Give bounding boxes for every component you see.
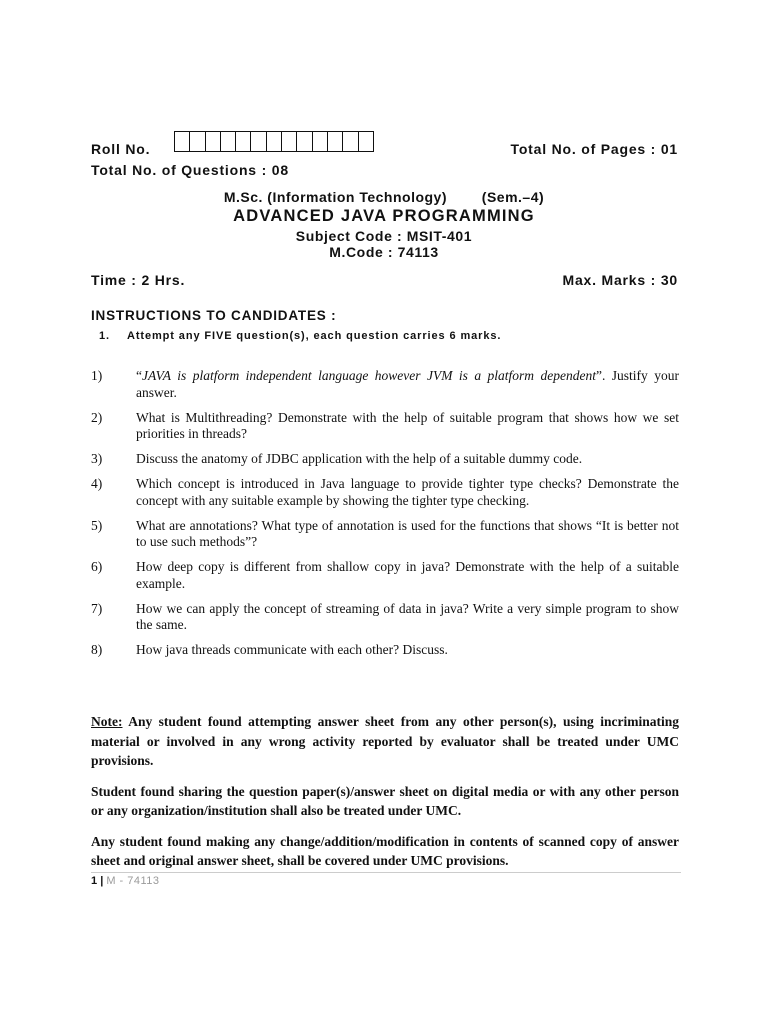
notes-section [91, 712, 679, 882]
m-code: M.Code : 74113 [329, 244, 439, 260]
roll-number-box[interactable] [206, 132, 221, 151]
total-questions: Total No. of Questions : 08 [91, 162, 289, 178]
roll-number-box[interactable] [236, 132, 251, 151]
max-marks: Max. Marks : 30 [562, 272, 678, 288]
question-item [91, 451, 679, 468]
roll-number-box[interactable] [221, 132, 236, 151]
program-line [0, 189, 768, 205]
semester: (Sem.–4) [481, 189, 545, 205]
question-item [91, 601, 679, 634]
questions-count-row [91, 162, 678, 178]
question-text: Discuss the anatomy of JDBC application with the help of a suitable dummy code. [136, 451, 583, 466]
question-text: Which concept is introduced in Java language to provide tighter type checks? Demonstrate the concept with any suitable example by showing the tighter type checking. [136, 476, 679, 508]
question-text: How deep copy is different from shallow copy in java? Demonstrate with the help of a suitable example. [136, 559, 679, 591]
roll-number-box[interactable] [190, 132, 205, 151]
question-text: What are annotations? What type of annotation is used for the functions that shows “It is better not to use such methods”? [136, 517, 679, 549]
footer-separator: | [100, 875, 104, 887]
roll-number-label: Roll No. [91, 141, 151, 157]
page-number: 1 [91, 875, 98, 887]
time-allowed: Time : 2 Hrs. [91, 272, 186, 288]
time-marks-row [91, 272, 678, 288]
question-number: 2) [91, 409, 103, 425]
note-label: Note: [91, 714, 123, 729]
instructions-heading: INSTRUCTIONS TO CANDIDATES : [91, 308, 337, 323]
question-list [91, 368, 679, 667]
question-item [91, 410, 679, 443]
roll-number-box[interactable] [328, 132, 343, 151]
paper-title: ADVANCED JAVA PROGRAMMING [233, 207, 535, 225]
question-item [91, 559, 679, 592]
question-text: “JAVA is platform independent language however JVM is a platform dependent”. Justify your answer. [136, 368, 679, 400]
roll-number-box[interactable] [267, 132, 282, 151]
footer-code: M - 74113 [106, 875, 160, 887]
question-item [91, 518, 679, 551]
question-text: How java threads communicate with each other? Discuss. [136, 642, 448, 657]
question-number: 6) [91, 559, 103, 574]
total-pages: Total No. of Pages : 01 [510, 141, 678, 157]
subject-code: Subject Code : MSIT-401 [295, 228, 473, 244]
question-text: What is Multithreading? Demonstrate with the help of suitable program that shows how we set priorities in threads? [136, 409, 679, 441]
instruction-text: Attempt any FIVE question(s), each question carries 6 marks. [127, 330, 502, 342]
page-footer [91, 872, 681, 887]
roll-number-box[interactable] [251, 132, 266, 151]
roll-number-box[interactable] [313, 132, 328, 151]
question-number: 7) [91, 600, 103, 616]
roll-number-box[interactable] [175, 132, 190, 151]
instruction-number: 1. [99, 330, 110, 342]
roll-number-box[interactable] [297, 132, 312, 151]
question-number: 5) [91, 517, 103, 533]
question-number: 4) [91, 476, 103, 491]
question-item [91, 368, 679, 401]
note-paragraph [91, 712, 679, 771]
question-item [91, 642, 679, 659]
program-name: M.Sc. (Information Technology) [223, 189, 448, 205]
question-number: 1) [91, 368, 103, 383]
question-emphasis: JAVA is platform independent language however JVM is a platform dependent [142, 368, 596, 383]
instruction-item [99, 330, 501, 342]
question-number: 3) [91, 451, 103, 466]
question-number: 8) [91, 642, 103, 657]
note-paragraph: Any student found making any change/addition/modification in contents of scanned copy of answer sheet and original answer sheet, shall be covered under UMC provisions. [91, 833, 679, 868]
note-text: Any student found attempting answer sheet from any other person(s), using incriminating material or involved in any wrong activity reported by evaluator shall be treated under UMC provisions. [91, 714, 679, 768]
roll-number-box[interactable] [343, 132, 358, 151]
roll-number-box[interactable] [359, 132, 373, 151]
roll-number-boxes[interactable] [174, 131, 374, 152]
note-paragraph: Student found sharing the question paper(s)/answer sheet on digital media or with any other person or any organization/institution shall also be treated under UMC. [91, 783, 679, 818]
question-text: How we can apply the concept of streaming of data in java? Write a very simple program to show the same. [136, 600, 679, 632]
roll-number-box[interactable] [282, 132, 297, 151]
question-item [91, 476, 679, 509]
